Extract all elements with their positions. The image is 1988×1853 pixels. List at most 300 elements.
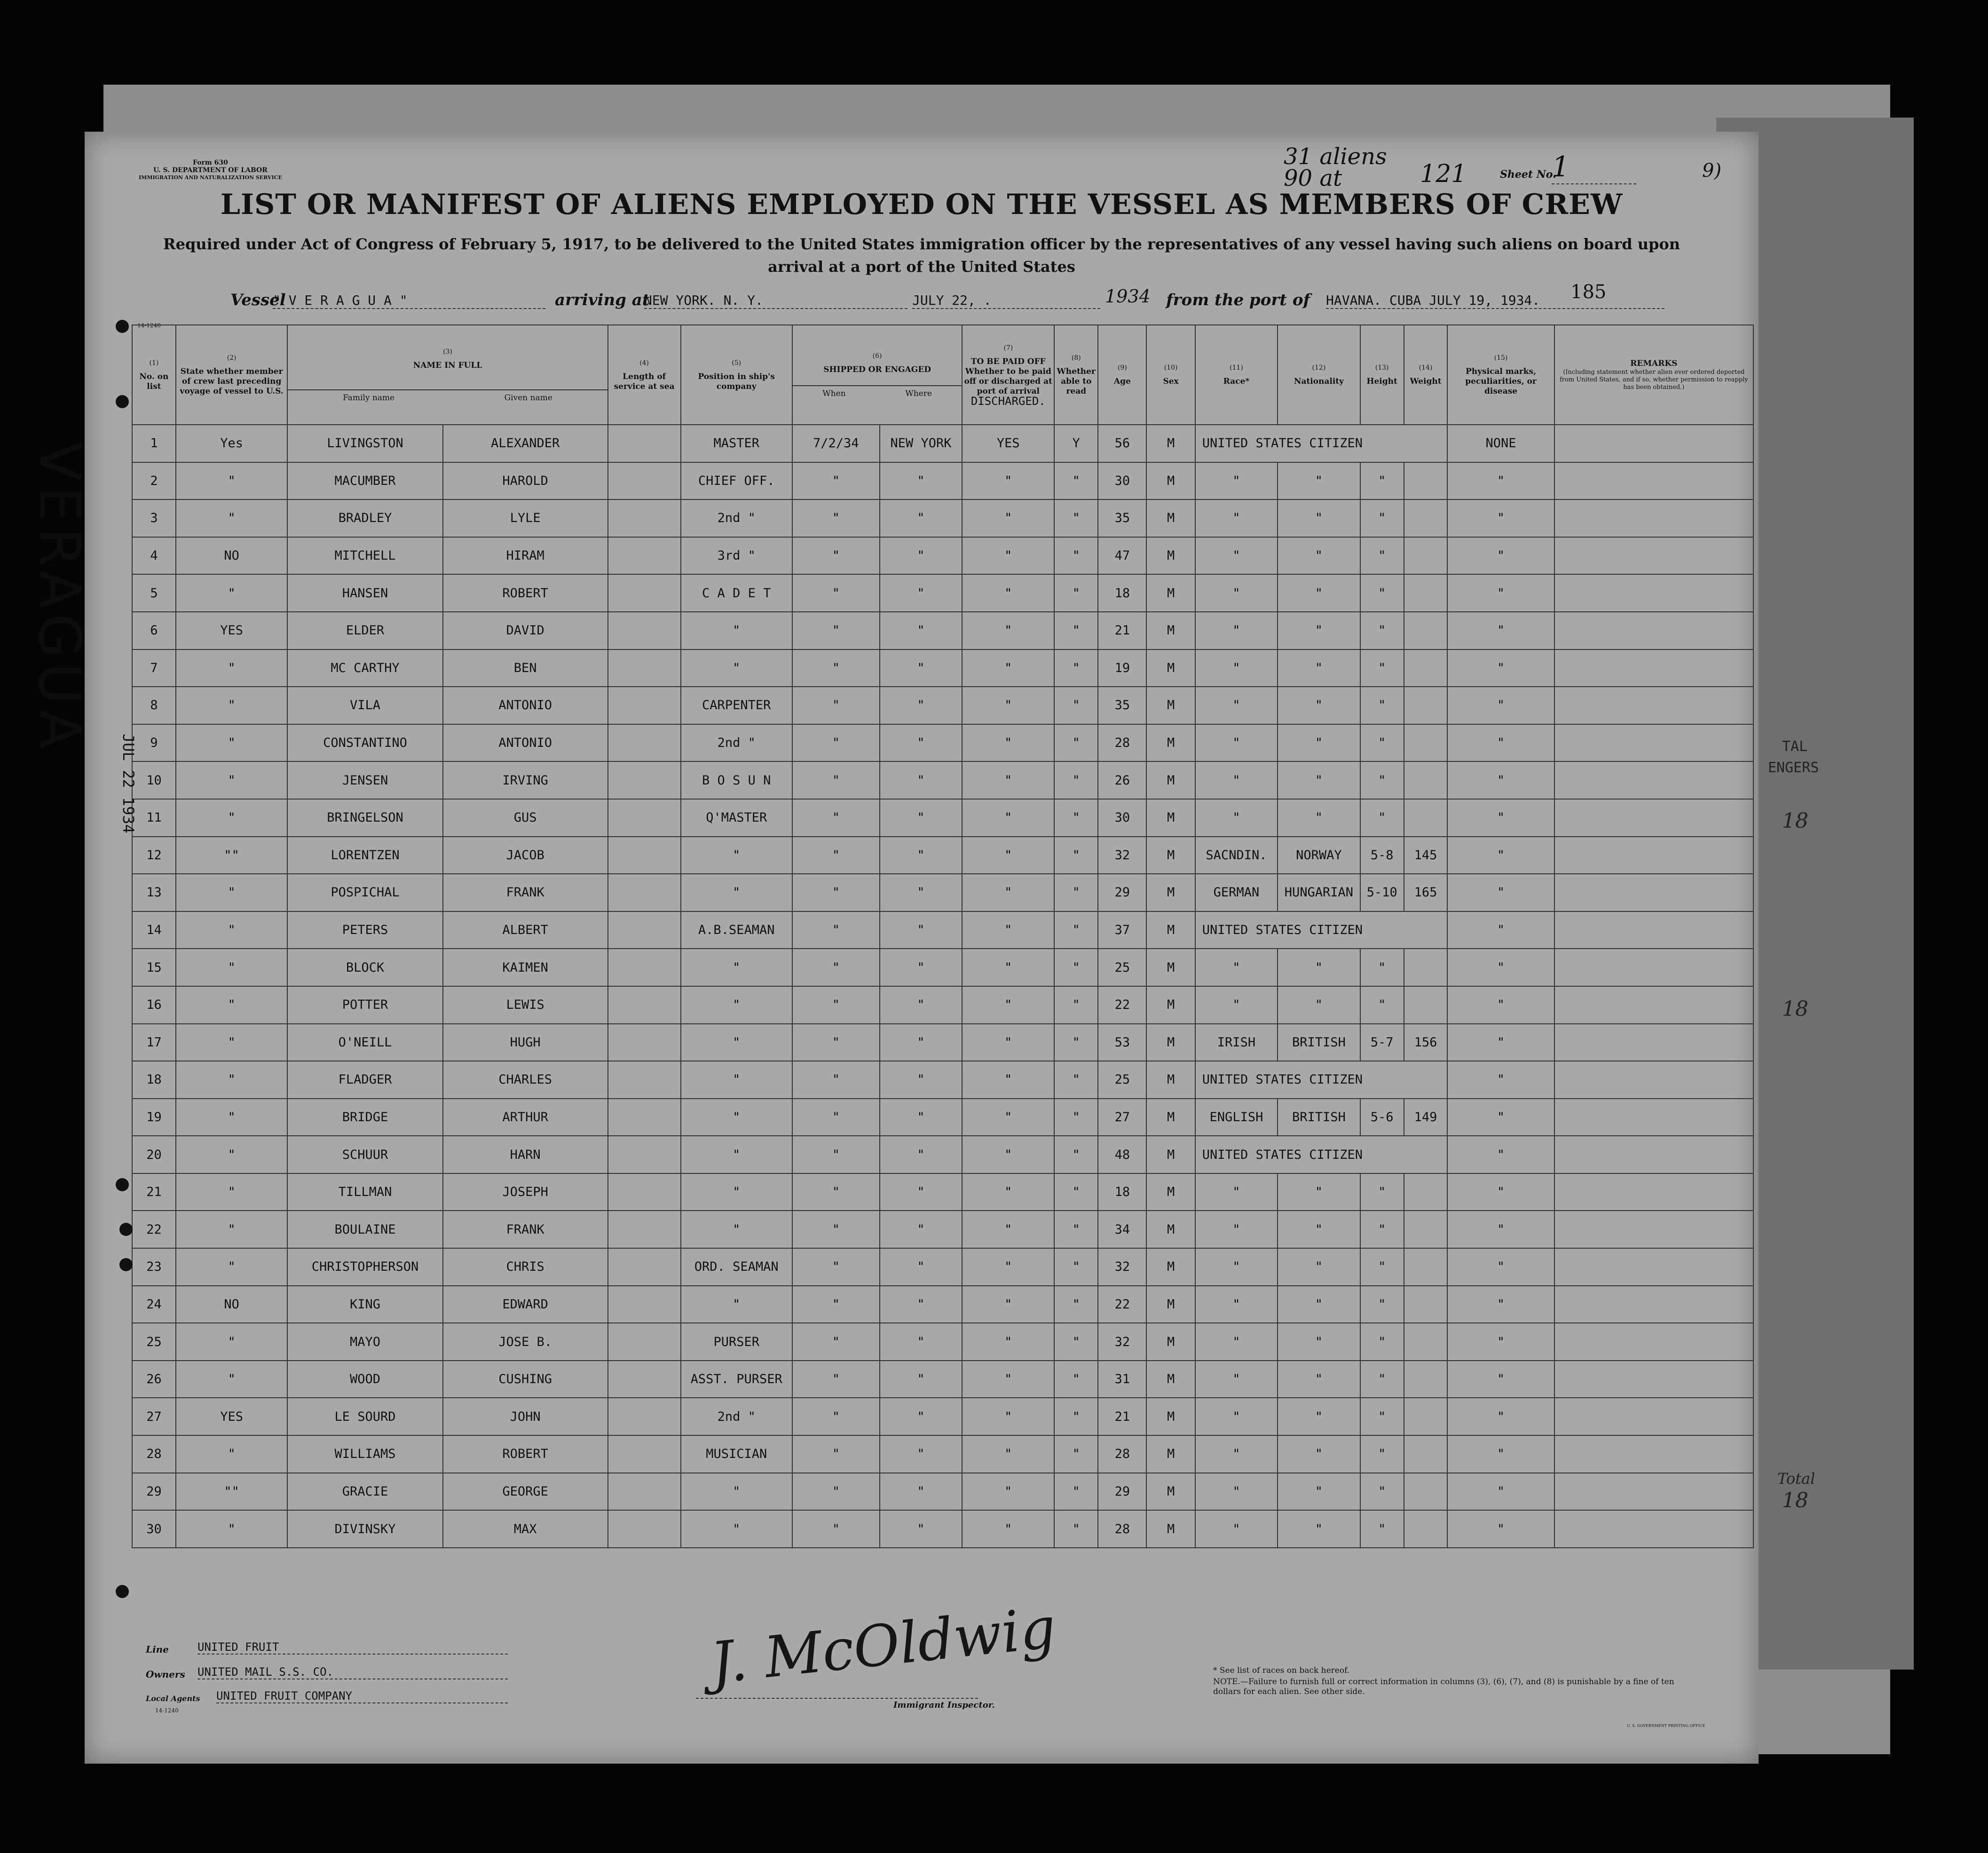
cell-able-to-read: " bbox=[1054, 1061, 1098, 1099]
cell-remarks bbox=[1554, 1248, 1753, 1286]
table-row bbox=[132, 761, 1753, 799]
cell-shipped-when: " bbox=[792, 499, 880, 537]
cell-height: " bbox=[1360, 537, 1404, 575]
cell-family-name: BRADLEY bbox=[287, 499, 442, 537]
margin-stamp: VERAGUA bbox=[26, 442, 92, 754]
table-row bbox=[132, 1211, 1753, 1248]
cell-age: 22 bbox=[1098, 1286, 1146, 1323]
cell-remarks bbox=[1554, 1286, 1753, 1323]
cell-able-to-read: " bbox=[1054, 1473, 1098, 1511]
cell-sex: M bbox=[1146, 724, 1195, 762]
cell-race: " bbox=[1195, 574, 1278, 612]
cell-able-to-read: " bbox=[1054, 911, 1098, 949]
cell-shipped-where: " bbox=[880, 761, 962, 799]
cell-family-name: WILLIAMS bbox=[287, 1435, 442, 1473]
cell-nationality: " bbox=[1278, 1323, 1360, 1361]
cell-remarks bbox=[1554, 799, 1753, 837]
cell-given-name: FRANK bbox=[443, 1211, 608, 1248]
cell-race: " bbox=[1195, 687, 1278, 724]
annotation-line1: 31 aliens bbox=[1284, 143, 1387, 170]
cell-race: " bbox=[1195, 1286, 1278, 1323]
cell-sex: M bbox=[1146, 1398, 1195, 1435]
cell-height: " bbox=[1360, 1323, 1404, 1361]
cell-physical-marks: " bbox=[1447, 1398, 1554, 1435]
cell-prev-voyage: NO bbox=[176, 537, 287, 575]
cell-able-to-read: " bbox=[1054, 687, 1098, 724]
cell-age: 32 bbox=[1098, 837, 1146, 874]
cell-service-length bbox=[608, 1248, 681, 1286]
punch-hole bbox=[116, 1585, 129, 1598]
cell-position: ORD. SEAMAN bbox=[681, 1248, 792, 1286]
cell-shipped-where: " bbox=[880, 1099, 962, 1136]
col-header-prev-voyage: (2) State whether member of crew last preceding voyage of vessel to U.S. bbox=[176, 325, 287, 425]
cell-prev-voyage: " bbox=[176, 949, 287, 986]
cell-physical-marks: " bbox=[1447, 1061, 1554, 1099]
cell-remarks bbox=[1554, 574, 1753, 612]
cell-service-length bbox=[608, 1136, 681, 1173]
cell-paid-off: " bbox=[962, 799, 1054, 837]
cell-weight bbox=[1404, 462, 1448, 500]
cell-service-length bbox=[608, 837, 681, 874]
cell-given-name: KAIMEN bbox=[443, 949, 608, 986]
cell-race: " bbox=[1195, 612, 1278, 649]
cell-race: " bbox=[1195, 949, 1278, 986]
cell-shipped-when: " bbox=[792, 986, 880, 1024]
cell-paid-off: " bbox=[962, 1361, 1054, 1398]
cell-row-number: 3 bbox=[132, 499, 176, 537]
cell-age: 53 bbox=[1098, 1024, 1146, 1061]
cell-family-name: GRACIE bbox=[287, 1473, 442, 1511]
cell-row-number: 30 bbox=[132, 1510, 176, 1548]
cell-race: " bbox=[1195, 1361, 1278, 1398]
cell-row-number: 20 bbox=[132, 1136, 176, 1173]
cell-shipped-where: NEW YORK bbox=[880, 425, 962, 462]
cell-position: 2nd " bbox=[681, 499, 792, 537]
cell-able-to-read: Y bbox=[1054, 425, 1098, 462]
cell-age: 31 bbox=[1098, 1361, 1146, 1398]
cell-remarks bbox=[1554, 1024, 1753, 1061]
cell-weight bbox=[1404, 1248, 1448, 1286]
cell-nationality: " bbox=[1278, 1211, 1360, 1248]
cell-weight: 165 bbox=[1404, 874, 1448, 911]
cell-row-number: 23 bbox=[132, 1248, 176, 1286]
cell-given-name: HARN bbox=[443, 1136, 608, 1173]
cell-prev-voyage: NO bbox=[176, 1286, 287, 1323]
cell-shipped-when: " bbox=[792, 1398, 880, 1435]
cell-prev-voyage: YES bbox=[176, 612, 287, 649]
cell-physical-marks: " bbox=[1447, 1361, 1554, 1398]
cell-given-name: ANTONIO bbox=[443, 687, 608, 724]
cell-sex: M bbox=[1146, 1248, 1195, 1286]
arriving-port: NEW YORK. N. Y. bbox=[644, 293, 907, 309]
cell-family-name: HANSEN bbox=[287, 574, 442, 612]
col-header-family: Family name bbox=[343, 393, 395, 403]
cell-height: " bbox=[1360, 687, 1404, 724]
cell-age: 21 bbox=[1098, 612, 1146, 649]
owners-value: UNITED MAIL S.S. CO. bbox=[197, 1665, 508, 1679]
cell-nationality: BRITISH bbox=[1278, 1099, 1360, 1136]
table-row bbox=[132, 499, 1753, 537]
cell-height: " bbox=[1360, 462, 1404, 500]
cell-able-to-read: " bbox=[1054, 799, 1098, 837]
cell-given-name: EDWARD bbox=[443, 1286, 608, 1323]
cell-paid-off: " bbox=[962, 1286, 1054, 1323]
cell-age: 37 bbox=[1098, 911, 1146, 949]
col-header-shipped: (6) SHIPPED OR ENGAGED When Where bbox=[792, 325, 962, 425]
col-header-sex: (10) Sex bbox=[1146, 325, 1195, 425]
cell-position: " bbox=[681, 1061, 792, 1099]
cell-age: 34 bbox=[1098, 1211, 1146, 1248]
cell-race: " bbox=[1195, 649, 1278, 687]
cell-physical-marks: " bbox=[1447, 687, 1554, 724]
cell-age: 29 bbox=[1098, 874, 1146, 911]
cell-race: " bbox=[1195, 1473, 1278, 1511]
cell-given-name: DAVID bbox=[443, 612, 608, 649]
cell-family-name: BRINGELSON bbox=[287, 799, 442, 837]
cell-row-number: 9 bbox=[132, 724, 176, 762]
table-row bbox=[132, 1435, 1753, 1473]
cell-height: " bbox=[1360, 1435, 1404, 1473]
line-value: UNITED FRUIT bbox=[197, 1640, 508, 1655]
cell-service-length bbox=[608, 761, 681, 799]
cell-sex: M bbox=[1146, 687, 1195, 724]
cell-remarks bbox=[1554, 1510, 1753, 1548]
cell-shipped-where: " bbox=[880, 649, 962, 687]
col-header-no: (1) No. on list bbox=[132, 325, 176, 425]
cell-position: C A D E T bbox=[681, 574, 792, 612]
cell-nationality: " bbox=[1278, 499, 1360, 537]
cell-paid-off: " bbox=[962, 949, 1054, 986]
cell-shipped-where: " bbox=[880, 799, 962, 837]
cell-physical-marks: " bbox=[1447, 1473, 1554, 1511]
annotation-line2: 90 at bbox=[1284, 165, 1342, 191]
cell-paid-off: " bbox=[962, 1323, 1054, 1361]
cell-position: ASST. PURSER bbox=[681, 1361, 792, 1398]
cell-family-name: PETERS bbox=[287, 911, 442, 949]
cell-position: " bbox=[681, 874, 792, 911]
cell-age: 21 bbox=[1098, 1398, 1146, 1435]
cell-given-name: GEORGE bbox=[443, 1473, 608, 1511]
cell-age: 32 bbox=[1098, 1323, 1146, 1361]
cell-nationality: " bbox=[1278, 1286, 1360, 1323]
table-row bbox=[132, 612, 1753, 649]
cell-weight: 149 bbox=[1404, 1099, 1448, 1136]
cell-shipped-where: " bbox=[880, 574, 962, 612]
cell-nationality: " bbox=[1278, 574, 1360, 612]
cell-sex: M bbox=[1146, 1473, 1195, 1511]
cell-family-name: BLOCK bbox=[287, 949, 442, 986]
table-row bbox=[132, 1510, 1753, 1548]
cell-weight bbox=[1404, 1510, 1448, 1548]
cell-physical-marks: " bbox=[1447, 1024, 1554, 1061]
cell-able-to-read: " bbox=[1054, 1211, 1098, 1248]
cell-nationality: " bbox=[1278, 799, 1360, 837]
cell-row-number: 24 bbox=[132, 1286, 176, 1323]
cell-shipped-where: " bbox=[880, 1286, 962, 1323]
cell-family-name: POSPICHAL bbox=[287, 874, 442, 911]
cell-sex: M bbox=[1146, 1510, 1195, 1548]
cell-position: " bbox=[681, 1099, 792, 1136]
cell-weight bbox=[1404, 687, 1448, 724]
cell-paid-off: " bbox=[962, 1510, 1054, 1548]
cell-shipped-where: " bbox=[880, 949, 962, 986]
cell-given-name: LEWIS bbox=[443, 986, 608, 1024]
cell-nationality: " bbox=[1278, 761, 1360, 799]
cell-age: 28 bbox=[1098, 1510, 1146, 1548]
cell-sex: M bbox=[1146, 425, 1195, 462]
cell-shipped-when: " bbox=[792, 574, 880, 612]
cell-physical-marks: " bbox=[1447, 799, 1554, 837]
penalty-note: NOTE.—Failure to furnish full or correct information in columns (3), (6), (7), and (8) is punishable by a fine of ten dollars for each alien. See other side. bbox=[1213, 1677, 1674, 1696]
cell-weight bbox=[1404, 1473, 1448, 1511]
cell-prev-voyage: " bbox=[176, 986, 287, 1024]
cell-paid-off: " bbox=[962, 612, 1054, 649]
cell-service-length bbox=[608, 537, 681, 575]
cell-prev-voyage: " bbox=[176, 1136, 287, 1173]
cell-sex: M bbox=[1146, 949, 1195, 986]
handwritten-annotation bbox=[1284, 143, 1387, 191]
cell-service-length bbox=[608, 649, 681, 687]
cell-given-name: HAROLD bbox=[443, 462, 608, 500]
cell-family-name: TILLMAN bbox=[287, 1173, 442, 1211]
cell-physical-marks: " bbox=[1447, 1435, 1554, 1473]
cell-paid-off: " bbox=[962, 687, 1054, 724]
cell-given-name: JOHN bbox=[443, 1398, 608, 1435]
cell-age: 47 bbox=[1098, 537, 1146, 575]
cell-weight: 156 bbox=[1404, 1024, 1448, 1061]
cell-able-to-read: " bbox=[1054, 1361, 1098, 1398]
cell-able-to-read: " bbox=[1054, 1099, 1098, 1136]
cell-service-length bbox=[608, 687, 681, 724]
form-number: Form 630 bbox=[193, 159, 228, 166]
cell-remarks bbox=[1554, 649, 1753, 687]
cell-position: " bbox=[681, 1510, 792, 1548]
cell-sex: M bbox=[1146, 462, 1195, 500]
cell-shipped-when: " bbox=[792, 1211, 880, 1248]
side-fragment: ENGERS bbox=[1768, 760, 1819, 776]
cell-race: " bbox=[1195, 1211, 1278, 1248]
cell-given-name: CHRIS bbox=[443, 1248, 608, 1286]
cell-shipped-where: " bbox=[880, 911, 962, 949]
col-header-service-length: (4) Length of service at sea bbox=[608, 325, 681, 425]
cell-shipped-where: " bbox=[880, 1398, 962, 1435]
cell-paid-off: " bbox=[962, 462, 1054, 500]
cell-able-to-read: " bbox=[1054, 1398, 1098, 1435]
col-header-nationality: (12) Nationality bbox=[1278, 325, 1360, 425]
cell-sex: M bbox=[1146, 1211, 1195, 1248]
cell-age: 48 bbox=[1098, 1136, 1146, 1173]
cell-able-to-read: " bbox=[1054, 499, 1098, 537]
form-service: IMMIGRATION AND NATURALIZATION SERVICE bbox=[139, 174, 282, 181]
cell-shipped-where: " bbox=[880, 724, 962, 762]
cell-weight bbox=[1404, 537, 1448, 575]
cell-given-name: HIRAM bbox=[443, 537, 608, 575]
line-label: Line bbox=[146, 1644, 169, 1655]
cell-row-number: 18 bbox=[132, 1061, 176, 1099]
cell-physical-marks: " bbox=[1447, 837, 1554, 874]
cell-family-name: CONSTANTINO bbox=[287, 724, 442, 762]
cell-sex: M bbox=[1146, 649, 1195, 687]
cell-service-length bbox=[608, 574, 681, 612]
cell-shipped-when: " bbox=[792, 724, 880, 762]
cell-position: " bbox=[681, 986, 792, 1024]
cell-paid-off: YES bbox=[962, 425, 1054, 462]
cell-weight bbox=[1404, 612, 1448, 649]
cell-remarks bbox=[1554, 911, 1753, 949]
table-row bbox=[132, 799, 1753, 837]
cell-nationality: " bbox=[1278, 649, 1360, 687]
cell-race: " bbox=[1195, 499, 1278, 537]
cell-shipped-when: " bbox=[792, 537, 880, 575]
side-fragment: 18 bbox=[1782, 997, 1808, 1021]
cell-shipped-when: 7/2/34 bbox=[792, 425, 880, 462]
cell-height: " bbox=[1360, 1510, 1404, 1548]
cell-race: " bbox=[1195, 761, 1278, 799]
cell-height: 5-7 bbox=[1360, 1024, 1404, 1061]
cell-remarks bbox=[1554, 724, 1753, 762]
cell-remarks bbox=[1554, 1473, 1753, 1511]
cell-weight bbox=[1404, 949, 1448, 986]
punch-hole bbox=[116, 395, 129, 408]
cell-family-name: LE SOURD bbox=[287, 1398, 442, 1435]
side-fragment: 18 bbox=[1782, 809, 1808, 833]
cell-weight bbox=[1404, 986, 1448, 1024]
cell-physical-marks: " bbox=[1447, 761, 1554, 799]
cell-height: " bbox=[1360, 1173, 1404, 1211]
col-header-race: (11) Race* bbox=[1195, 325, 1278, 425]
cell-physical-marks: " bbox=[1447, 1099, 1554, 1136]
cell-nationality: " bbox=[1278, 537, 1360, 575]
table-row bbox=[132, 1323, 1753, 1361]
cell-age: 32 bbox=[1098, 1248, 1146, 1286]
cell-prev-voyage: " bbox=[176, 1211, 287, 1248]
sheet-no-label: Sheet No. bbox=[1500, 168, 1556, 181]
cell-able-to-read: " bbox=[1054, 462, 1098, 500]
cell-race: UNITED STATES CITIZEN bbox=[1195, 425, 1448, 462]
cell-height: " bbox=[1360, 1248, 1404, 1286]
table-row bbox=[132, 837, 1753, 874]
cell-sex: M bbox=[1146, 1099, 1195, 1136]
cell-shipped-when: " bbox=[792, 1323, 880, 1361]
cell-sex: M bbox=[1146, 837, 1195, 874]
cell-row-number: 17 bbox=[132, 1024, 176, 1061]
cell-able-to-read: " bbox=[1054, 1024, 1098, 1061]
cell-race: UNITED STATES CITIZEN bbox=[1195, 911, 1448, 949]
cell-prev-voyage: "" bbox=[176, 837, 287, 874]
cell-position: 2nd " bbox=[681, 724, 792, 762]
cell-nationality: " bbox=[1278, 1398, 1360, 1435]
table-row bbox=[132, 724, 1753, 762]
table-row bbox=[132, 1286, 1753, 1323]
cell-age: 25 bbox=[1098, 1061, 1146, 1099]
cell-position: " bbox=[681, 1286, 792, 1323]
printer-mark: U. S. GOVERNMENT PRINTING OFFICE bbox=[1627, 1724, 1705, 1728]
cell-sex: M bbox=[1146, 799, 1195, 837]
cell-paid-off: " bbox=[962, 1173, 1054, 1211]
cell-shipped-when: " bbox=[792, 462, 880, 500]
side-fragment: 18 bbox=[1782, 1489, 1808, 1512]
cell-height: " bbox=[1360, 1286, 1404, 1323]
cell-prev-voyage: " bbox=[176, 761, 287, 799]
cell-sex: M bbox=[1146, 1435, 1195, 1473]
table-row bbox=[132, 1136, 1753, 1173]
cell-prev-voyage: " bbox=[176, 462, 287, 500]
cell-age: 18 bbox=[1098, 574, 1146, 612]
cell-shipped-where: " bbox=[880, 874, 962, 911]
cell-able-to-read: " bbox=[1054, 949, 1098, 986]
cell-service-length bbox=[608, 1473, 681, 1511]
cell-physical-marks: " bbox=[1447, 724, 1554, 762]
cell-height: 5-8 bbox=[1360, 837, 1404, 874]
cell-family-name: MACUMBER bbox=[287, 462, 442, 500]
cell-shipped-where: " bbox=[880, 612, 962, 649]
cell-service-length bbox=[608, 1061, 681, 1099]
inspector-label: Immigrant Inspector. bbox=[893, 1700, 995, 1710]
cell-row-number: 13 bbox=[132, 874, 176, 911]
cell-shipped-when: " bbox=[792, 687, 880, 724]
cell-family-name: O'NEILL bbox=[287, 1024, 442, 1061]
cell-shipped-when: " bbox=[792, 1473, 880, 1511]
cell-row-number: 6 bbox=[132, 612, 176, 649]
margin-date-stamp: JUL 22 1934 bbox=[119, 734, 137, 833]
cell-position: Q'MASTER bbox=[681, 799, 792, 837]
cell-paid-off: " bbox=[962, 1136, 1054, 1173]
cell-service-length bbox=[608, 874, 681, 911]
cell-shipped-when: " bbox=[792, 1173, 880, 1211]
cell-prev-voyage: " bbox=[176, 499, 287, 537]
cell-race: " bbox=[1195, 537, 1278, 575]
cell-position: CHIEF OFF. bbox=[681, 462, 792, 500]
cell-prev-voyage: " bbox=[176, 1173, 287, 1211]
cell-sex: M bbox=[1146, 1024, 1195, 1061]
cell-prev-voyage: " bbox=[176, 911, 287, 949]
cell-remarks bbox=[1554, 837, 1753, 874]
cell-weight: 145 bbox=[1404, 837, 1448, 874]
col-header-when: When bbox=[822, 388, 846, 398]
cell-shipped-when: " bbox=[792, 911, 880, 949]
col-header-height: (13) Height bbox=[1360, 325, 1404, 425]
cell-height: " bbox=[1360, 612, 1404, 649]
punch-hole bbox=[116, 1178, 129, 1191]
cell-remarks bbox=[1554, 1099, 1753, 1136]
table-row bbox=[132, 1173, 1753, 1211]
table-row bbox=[132, 1361, 1753, 1398]
cell-family-name: MC CARTHY bbox=[287, 649, 442, 687]
form-header bbox=[139, 159, 282, 182]
cell-able-to-read: " bbox=[1054, 761, 1098, 799]
cell-age: 35 bbox=[1098, 499, 1146, 537]
cell-physical-marks: " bbox=[1447, 499, 1554, 537]
cell-age: 28 bbox=[1098, 724, 1146, 762]
cell-position: " bbox=[681, 612, 792, 649]
table-row bbox=[132, 1473, 1753, 1511]
cell-prev-voyage: " bbox=[176, 1510, 287, 1548]
cell-weight bbox=[1404, 1211, 1448, 1248]
cell-shipped-when: " bbox=[792, 761, 880, 799]
cell-weight bbox=[1404, 1398, 1448, 1435]
cell-physical-marks: " bbox=[1447, 612, 1554, 649]
cell-shipped-when: " bbox=[792, 1099, 880, 1136]
cell-race: " bbox=[1195, 1398, 1278, 1435]
table-header-row bbox=[132, 325, 1753, 425]
races-note: * See list of races on back hereof. bbox=[1213, 1666, 1350, 1675]
cell-service-length bbox=[608, 1398, 681, 1435]
annotation-number: 121 bbox=[1420, 160, 1467, 188]
cell-sex: M bbox=[1146, 1173, 1195, 1211]
cell-row-number: 15 bbox=[132, 949, 176, 986]
cell-service-length bbox=[608, 1099, 681, 1136]
cell-race: ENGLISH bbox=[1195, 1099, 1278, 1136]
